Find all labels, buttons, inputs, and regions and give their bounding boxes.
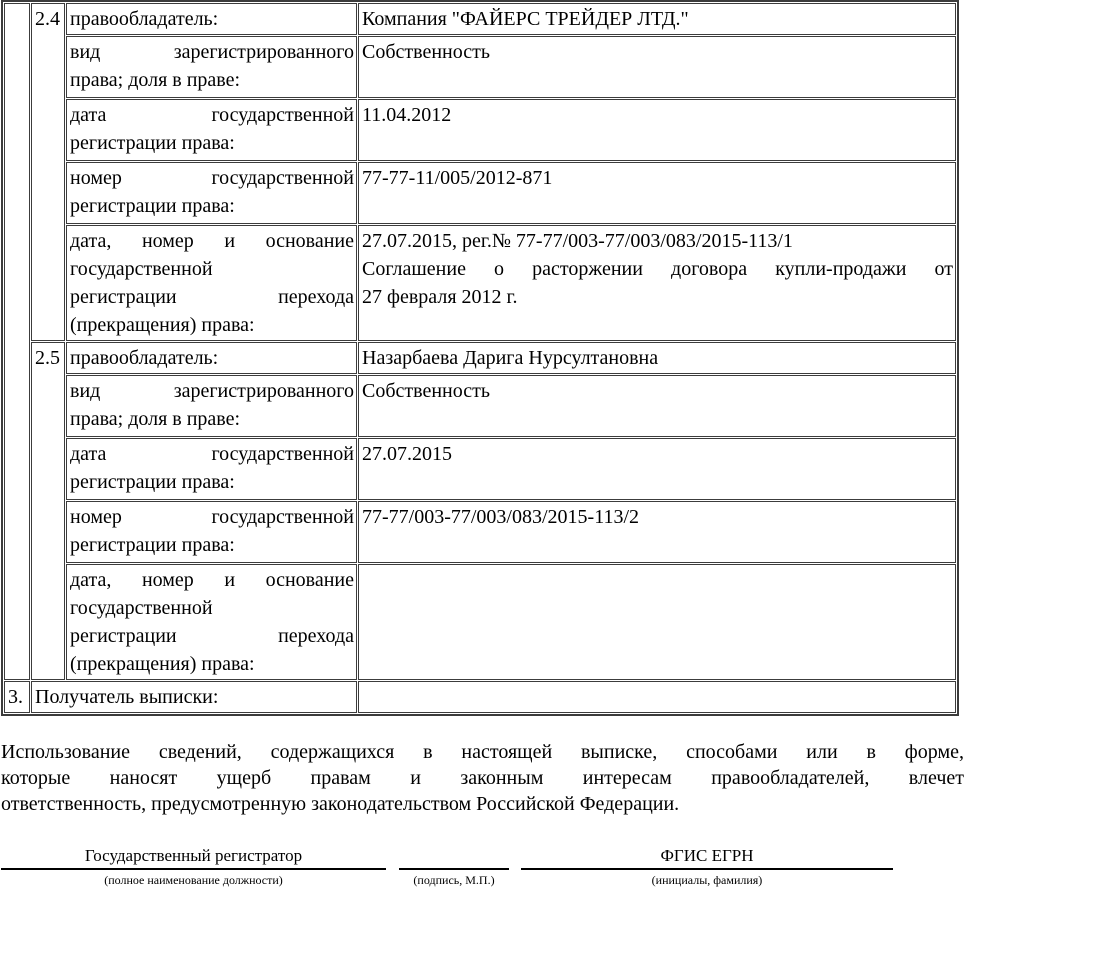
label-line: регистрации права: [70, 195, 235, 217]
field-label [66, 162, 357, 224]
label-line: государственной [70, 597, 213, 619]
rights-table [1, 0, 959, 716]
value-line: Собственность [362, 41, 490, 63]
label-line: государственной [70, 258, 213, 280]
label-line: вид зарегистрированного [70, 380, 354, 402]
label-line: дата, номер и основание [70, 230, 354, 252]
value-line: 27.07.2015, рег.№ 77-77/003-77/003/083/2015-113/1 [362, 230, 793, 252]
field-label [66, 3, 357, 35]
table-row [4, 99, 956, 161]
row-number: 2.4 [31, 3, 65, 341]
row-number: 3. [4, 681, 30, 713]
label-line: правообладатель: [70, 8, 219, 30]
label-line: номер государственной [70, 167, 354, 189]
field-value [358, 564, 956, 680]
field-label [31, 681, 357, 713]
signature-caption: (подпись, М.П.) [413, 873, 495, 887]
field-value [358, 99, 956, 161]
signature-title: ФГИС ЕГРН [521, 845, 893, 870]
field-label [66, 564, 357, 680]
label-line: регистрации перехода [70, 625, 354, 647]
disclaimer-line: Использование сведений, содержащихся в настоящей выписке, способами или в форме, [1, 741, 964, 763]
label-line: (прекращения) права: [70, 653, 255, 675]
signature-area [1, 845, 901, 888]
label-line: вид зарегистрированного [70, 41, 354, 63]
label-line: дата, номер и основание [70, 569, 354, 591]
field-label [66, 99, 357, 161]
field-value [358, 501, 956, 563]
table-row [4, 3, 956, 35]
value-line: 27 февраля 2012 г. [362, 286, 518, 308]
label-line: дата государственной [70, 104, 354, 126]
label-line: номер государственной [70, 506, 354, 528]
value-line: 11.04.2012 [362, 104, 452, 126]
label-line: регистрации права: [70, 534, 235, 556]
label-line: регистрации перехода [70, 286, 354, 308]
field-value [358, 438, 956, 500]
field-label [66, 225, 357, 341]
table-row [4, 36, 956, 98]
field-value [358, 36, 956, 98]
disclaimer-line: которые наносят ущерб правам и законным интересам правообладателей, влечет [1, 767, 964, 789]
label-line: регистрации права: [70, 132, 235, 154]
field-label [66, 501, 357, 563]
signature-caption: (инициалы, фамилия) [651, 873, 763, 887]
signature-fgis-egrn [521, 845, 893, 888]
value-line: Назарбаева Дарига Нурсултановна [362, 347, 659, 369]
value-line: Собственность [362, 380, 490, 402]
row-number: 2.5 [31, 342, 65, 680]
table-row [4, 225, 956, 341]
signature-stamp [399, 845, 509, 888]
label-line: права; доля в праве: [70, 408, 241, 430]
value-line: 77-77-11/005/2012-871 [362, 167, 553, 189]
field-value [358, 681, 956, 713]
table-row [4, 564, 956, 680]
field-label [66, 342, 357, 374]
field-value [358, 225, 956, 341]
table-row [4, 162, 956, 224]
value-line: Соглашение о расторжении договора купли-продажи от [362, 258, 953, 280]
value-line: 77-77/003-77/003/083/2015-113/2 [362, 506, 640, 528]
value-line: Компания "ФАЙЕРС ТРЕЙДЕР ЛТД." [362, 8, 689, 30]
label-line: (прекращения) права: [70, 314, 255, 336]
label-line: регистрации права: [70, 471, 235, 493]
signature-registrar [1, 845, 386, 888]
table-row-receiver [4, 681, 956, 713]
signature-title: Государственный регистратор [1, 845, 386, 870]
label-line: Получатель выписки: [35, 686, 219, 708]
table-row [4, 501, 956, 563]
field-value [358, 342, 956, 374]
disclaimer-line: ответственность, предусмотренную законодательством Российской Федерации. [1, 793, 680, 815]
table-row [4, 438, 956, 500]
disclaimer-paragraph [1, 739, 964, 817]
field-value [358, 162, 956, 224]
field-value [358, 375, 956, 437]
field-label [66, 36, 357, 98]
section-number-cell [4, 3, 30, 680]
label-line: дата государственной [70, 443, 354, 465]
field-label [66, 375, 357, 437]
table-row [4, 342, 956, 374]
label-line: правообладатель: [70, 347, 219, 369]
signature-caption: (полное наименование должности) [104, 873, 283, 887]
signature-title [399, 845, 509, 870]
field-value [358, 3, 956, 35]
label-line: права; доля в праве: [70, 69, 241, 91]
table-row [4, 375, 956, 437]
value-line: 27.07.2015 [362, 443, 452, 465]
field-label [66, 438, 357, 500]
